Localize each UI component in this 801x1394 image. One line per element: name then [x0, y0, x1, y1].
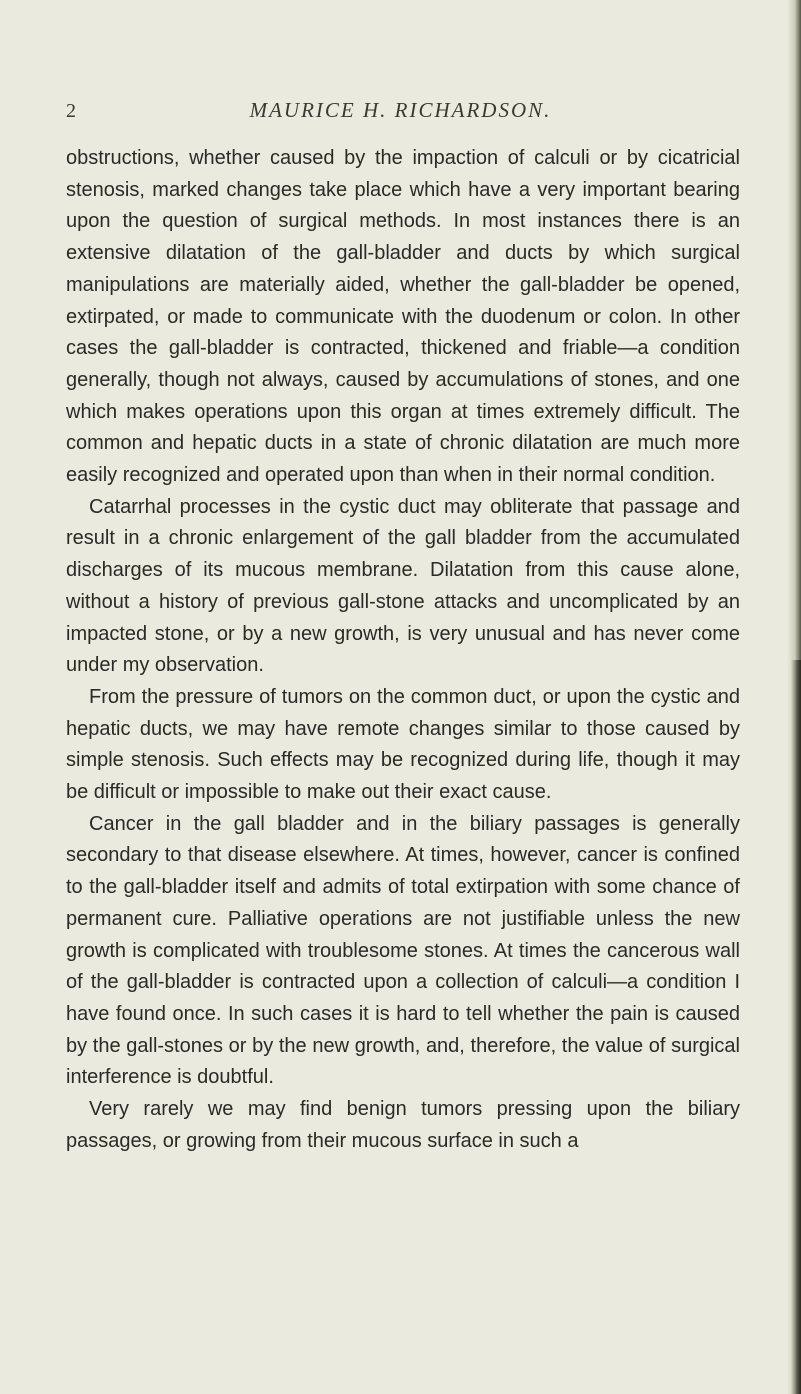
binding-shadow [791, 660, 801, 1394]
paragraph-3: From the pressure of tumors on the common duct, or upon the cystic and hepatic ducts, we may have remote changes similar to those caused by simple stenosis. Such effects may be recognized during life, though it may be difficult or impossible to make out their exact cause. [66, 685, 740, 804]
paragraph-2: Catarrhal processes in the cystic duct may obliterate that passage and result in a chronic enlargement of the gall bladder from the accumulated discharges of its mucous membrane. Dilatation from this cause alone, without a history of previous gall-stone attacks and uncomplicated by an impacted stone, or by a new growth, is very unusual and has never come under my observation. [66, 495, 740, 677]
body-text [66, 143, 740, 1158]
page-number: 2 [66, 100, 77, 122]
paragraph-1: obstructions, whether caused by the impaction of calculi or by cicatricial stenosis, marked changes take place which have a very important bearing upon the question of surgical methods. In most instances there is an extensive dilatation of the gall-bladder and ducts by which surgical manipulations are materially aided, whether the gall-bladder be opened, extirpated, or made to communicate with the duodenum or colon. In other cases the gall-bladder is contracted, thickened and friable—a condition generally, though not always, caused by accumulations of stones, and one which makes operations upon this organ at times extremely difficult. The common and hepatic ducts in a state of chronic dilatation are much more easily recognized and operated upon than when in their normal condition. [66, 147, 740, 487]
paragraph-5: Very rarely we may find benign tumors pressing upon the biliary passages, or growing from their mucous surface in such a [66, 1098, 740, 1152]
paragraph-4: Cancer in the gall bladder and in the biliary passages is generally secondary to that disease elsewhere. At times, however, cancer is confined to the gall-bladder itself and admits of total extirpation with some chance of permanent cure. Palliative operations are not justifiable unless the new growth is complicated with troublesome stones. At times the cancerous wall of the gall-bladder is contracted upon a collection of calculi—a condition I have found once. In such cases it is hard to tell whether the pain is caused by the gall-stones or by the new growth, and, therefore, the value of surgical interference is doubtful. [66, 812, 740, 1089]
running-head: MAURICE H. RICHARDSON. [249, 98, 552, 122]
